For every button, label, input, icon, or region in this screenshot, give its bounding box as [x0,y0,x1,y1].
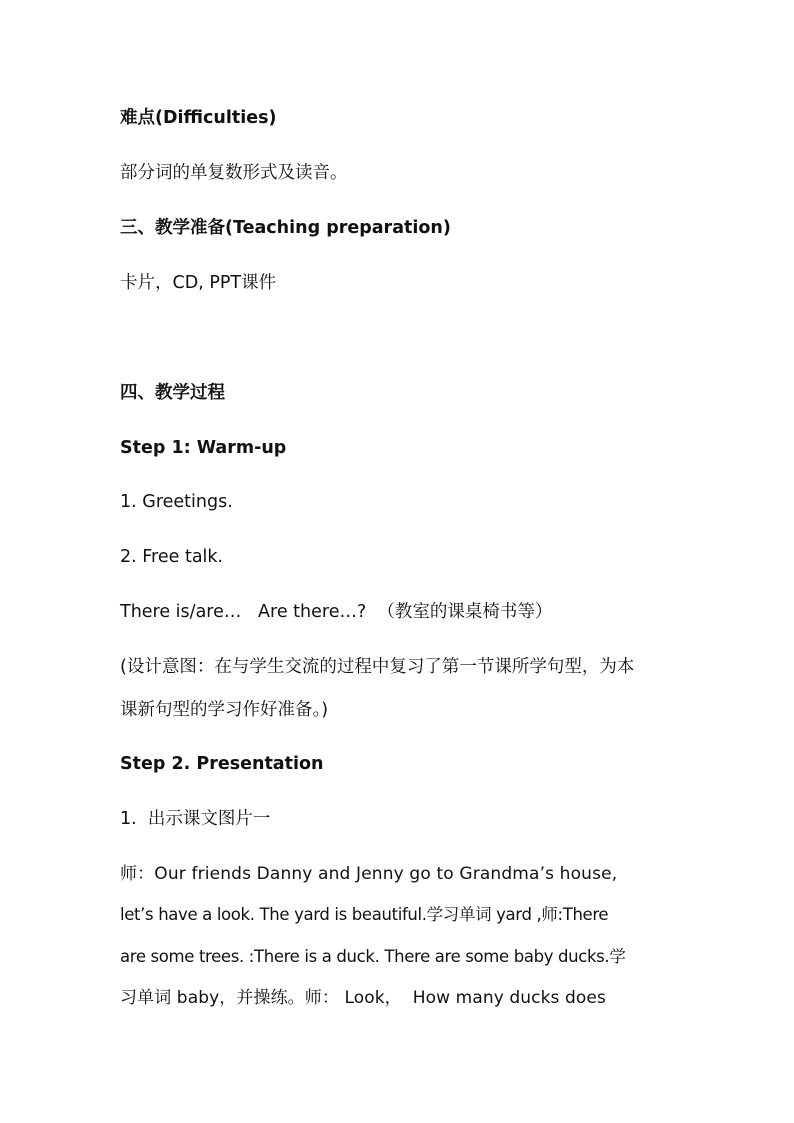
presentation-paragraph-line-4: 习单词 baby，并操练。师： Look， How many ducks does [120,988,606,1008]
section4-heading: 四、教学过程 [120,383,225,403]
presentation-paragraph-line-3: are some trees. :There is a duck. There are some baby ducks.学 [120,947,626,966]
presentation-paragraph-line-2: let’s have a look. The yard is beautiful.学习单词 yard ,师:There [120,905,609,924]
section3-text: 卡片，CD, PPT课件 [120,273,277,293]
step2-heading: Step 2. Presentation [120,754,324,774]
step1-design-note-line-2: 课新句型的学习作好准备。) [120,700,329,720]
presentation-paragraph-line-1: 师：Our friends Danny and Jenny go to Grandma’s house, [120,864,618,884]
step1-heading: Step 1: Warm-up [120,438,287,458]
section3-heading: 三、教学准备(Teaching preparation) [120,218,451,238]
step1-item-1: 1. Greetings. [120,492,233,512]
difficulties-heading: 难点(Difficulties) [120,108,277,128]
difficulties-text: 部分词的单复数形式及读音。 [120,163,348,183]
step1-design-note-line-1: (设计意图：在与学生交流的过程中复习了第一节课所学句型，为本 [120,657,635,677]
step1-sentence-patterns: There is/are… Are there…? （教室的课桌椅书等） [120,602,553,622]
step1-item-2: 2. Free talk. [120,547,224,567]
step2-item-1: 1. 出示课文图片一 [120,809,271,829]
